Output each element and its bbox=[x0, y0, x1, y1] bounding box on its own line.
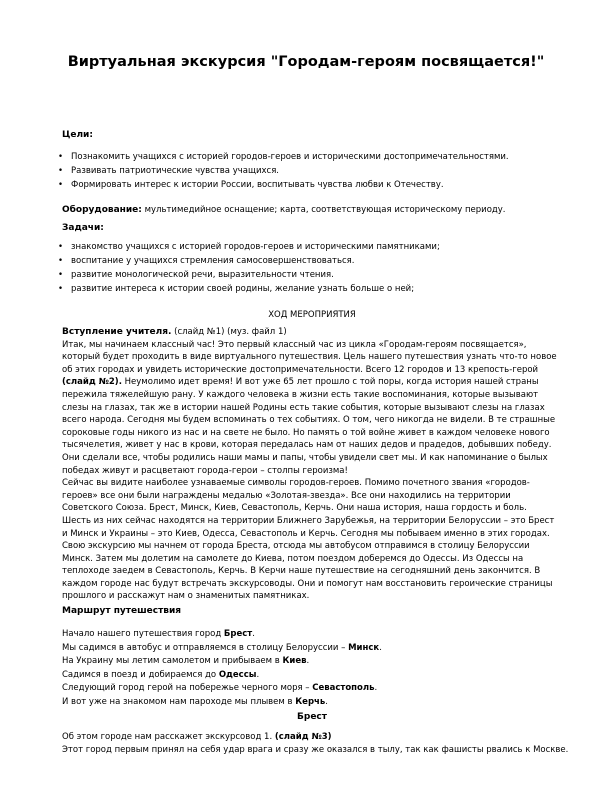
intro-label: Вступление учителя. bbox=[62, 327, 172, 337]
intro-text: Неумолимо идет время! И вот уже 65 лет прошло с той поры, когда история нашей страны пережила тяжелейшую рану. У каждого человека в жизни есть такие воспоминания, которые вызывают слезы на глазах, так же в истории нашей Родины есть такие события, которые вызывают слезы на глазах всего народа. Сегодня мы будем вспоминать о тех событиях. О том, чего никогда не видели. В те страшные сороковые годы никого из нас и на свете не было. Но память о той войне живет в каждом человеке нового тысячелетия, живет у нас в крови, которая передалась нам от наших дедов и прадедов, добывших победу. Они сделали все, чтобы родились наши мамы и папы, чтобы увидели свет мы. И как напоминание о былых победах живут и расцветают города-герои – столпы героизма! bbox=[62, 377, 556, 476]
intro-text: Итак, мы начинаем классный час! Это первый классный час из цикла «Городам-героям посвящается», который будет проходить в виде виртуального путешествия. Цель нашего путешествия узнать что-то новое об этих городах и увидеть исторические достопримечательности. Всего 12 городов и 13 крепость-герой bbox=[62, 339, 557, 375]
intro-paragraph-1 bbox=[62, 339, 558, 478]
brest-heading: Брест bbox=[297, 712, 327, 722]
list-item: • Формировать интерес к истории России, воспитывать чувства любви к Отечеству. bbox=[58, 178, 558, 192]
intro-paragraph-2: Сейчас вы видите наиболее узнаваемые символы городов-героев. Помимо почетного звания «городов-героев» все они были награждены медалью «Золотая-звезда». Все они находились на территории Советского Союза. Брест, Минск, Киев, Севастополь, Керчь. Они наша история, наша гордость и боль. bbox=[62, 478, 530, 514]
equipment-text: мультимедийное оснащение; карта, соответствующая историческому периоду. bbox=[141, 205, 506, 215]
route-line: Мы садимся в автобус и отправляемся в столицу Белоруссии – Минск. bbox=[62, 642, 382, 653]
list-item: • воспитание у учащихся стремления самосовершенствоваться. bbox=[58, 254, 558, 268]
equipment-line bbox=[62, 204, 562, 217]
list-item: • развитие интереса к истории своей родины, желание узнать больше о ней; bbox=[58, 282, 558, 296]
route-line: И вот уже на знакомом нам пароходе мы плывем в Керчь. bbox=[62, 696, 328, 707]
brest-line-1: Об этом городе нам расскажет экскурсовод 1. (слайд №3) bbox=[62, 732, 332, 742]
route-lines bbox=[62, 628, 562, 709]
tasks-list bbox=[58, 240, 558, 296]
list-item: • развитие монологической речи, выразительности чтения. bbox=[58, 268, 558, 282]
route-line: Садимся в поезд и добираемся до Одессы. bbox=[62, 669, 260, 680]
document-title: Виртуальная экскурсия "Городам-героям посвящается!" bbox=[67, 54, 545, 70]
tasks-section bbox=[62, 223, 562, 233]
route-line: На Украину мы летим самолетом и прибываем в Киев. bbox=[62, 656, 310, 666]
course-heading: ХОД МЕРОПРИЯТИЯ bbox=[268, 310, 356, 320]
intro-section bbox=[62, 326, 558, 603]
goals-list bbox=[58, 150, 558, 192]
tasks-label: Задачи: bbox=[62, 223, 104, 233]
slide-ref: (слайд №2). bbox=[62, 377, 122, 388]
goals-section bbox=[62, 130, 562, 140]
intro-heading-line bbox=[62, 326, 558, 339]
list-item: • Познакомить учащихся с историей городов-героев и историческими достопримечательностями. bbox=[58, 150, 558, 164]
intro-note: (слайд №1) (муз. файл 1) bbox=[171, 327, 287, 337]
route-line: Начало нашего путешествия город Брест. bbox=[62, 629, 255, 639]
equipment-label: Оборудование: bbox=[62, 205, 142, 215]
list-item: • Развивать патриотические чувства учащихся. bbox=[58, 164, 558, 178]
route-label: Маршрут путешествия bbox=[62, 606, 182, 616]
list-item: • знакомство учащихся с историей городов-героев и историческими памятниками; bbox=[58, 240, 558, 254]
goals-label: Цели: bbox=[62, 130, 93, 140]
route-section bbox=[62, 606, 562, 616]
intro-paragraph-3: Шесть из них сейчас находятся на территории Ближнего Зарубежья, на территории Белоруссии – это Брест и Минск и Украины – это Киев, Одесса, Севастополь и Керчь. Сегодня мы побываем именно в этих городах. Свою экскурсию мы начнем от города Бреста, отсюда мы автобусом отправимся в столицу Белоруссии Минск. Затем мы долетим на самолете до Киева, потом поездом доберемся до Одессы. Из Одессы на теплоходе заедем в Севастополь, Керчь. В Керчи наше путешествие на сегодняшний день закончится. В каждом городе нас будут встречать экскурсоводы. Они и помогут нам восстановить героические страницы прошлого и расскажут нам о знаменитых памятниках. bbox=[62, 515, 555, 602]
brest-section bbox=[62, 731, 569, 756]
brest-line-2: Этот город первым принял на себя удар врага и сразу же оказался в тылу, так как фашисты рвались к Москве. bbox=[62, 744, 569, 755]
route-line: Следующий город герой на побережье черного моря – Севастополь. bbox=[62, 683, 378, 693]
